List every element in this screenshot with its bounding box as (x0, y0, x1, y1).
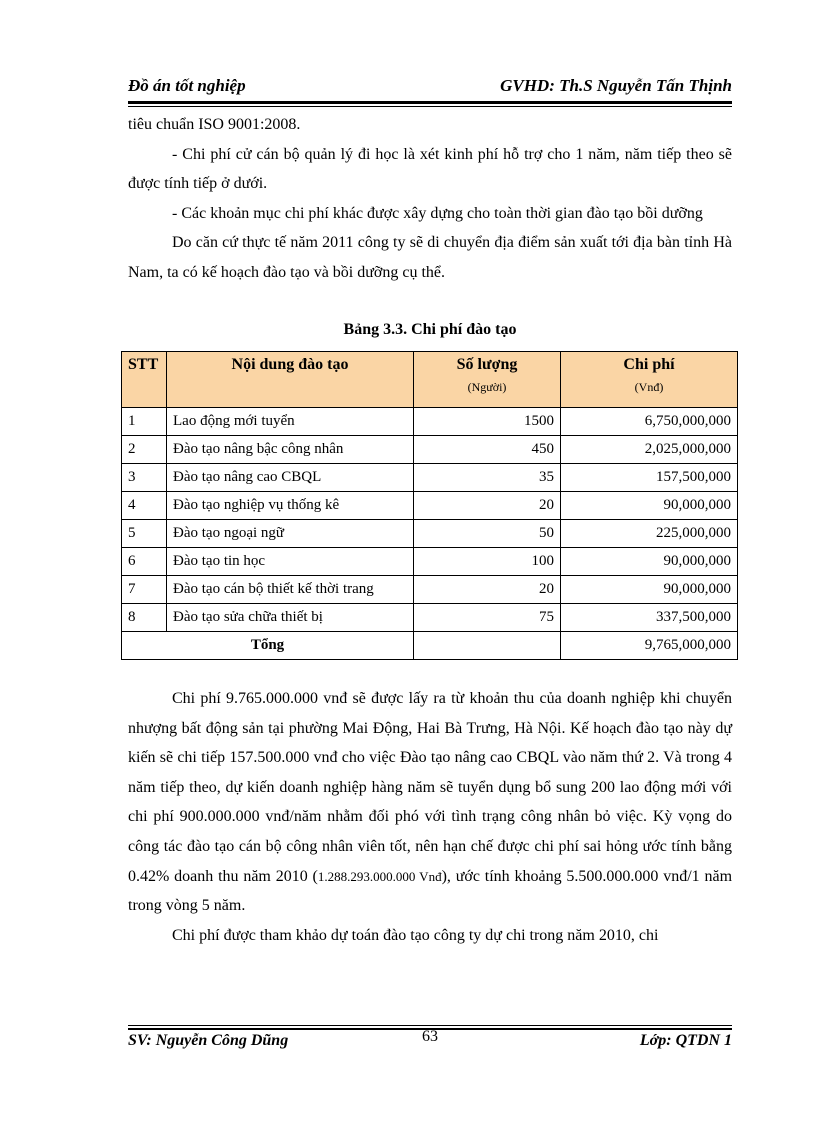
footer-rule-thin (128, 1025, 732, 1026)
page-footer (128, 1030, 732, 1056)
page-number: 63 (422, 1028, 438, 1045)
cell-cost: 90,000,000 (561, 576, 738, 604)
conclusion-text (128, 684, 732, 950)
table-row (122, 604, 738, 632)
training-cost-table (121, 351, 738, 660)
cell-content: Đào tạo nâng bậc công nhân (167, 436, 414, 464)
total-label: Tổng (122, 632, 414, 660)
cell-stt: 1 (122, 408, 167, 436)
cell-content: Đào tạo ngoại ngữ (167, 520, 414, 548)
table-row (122, 464, 738, 492)
cell-stt: 6 (122, 548, 167, 576)
cell-stt: 7 (122, 576, 167, 604)
header-title: Đồ án tốt nghiệp (128, 76, 246, 95)
conclusion-p1-main: Chi phí 9.765.000.000 vnđ sẽ được lấy ra từ khoản thu của doanh nghiệp khi chuyển nhượng bất động sản tại phường Mai Động, Hai Bà Trưng, Hà Nội. Kế hoạch đào tạo này dự kiến sẽ chi tiếp 157.500.000 vnđ cho việc Đào tạo nâng cao CBQL vào năm thứ 2. Và trong 4 năm tiếp theo, dự kiến doanh nghiệp hàng năm sẽ tuyển dụng bổ sung 200 lao động mới với chi phí 900.000.000 vnđ/năm nhằm đối phó với tình trạng công nhân bỏ việc. Kỳ vọng do công tác đào tạo cán bộ công nhân viên tốt, nên hạn chế được chi phí sai hỏng ước tính bằng 0.42% doanh thu năm 2010 ( (128, 690, 732, 885)
cell-content: Đào tạo cán bộ thiết kế thời trang (167, 576, 414, 604)
conclusion-paragraph-2: Chi phí được tham khảo dự toán đào tạo công ty dự chi trong năm 2010, chi (172, 926, 659, 944)
conclusion-p1-small: 1.288.293.000.000 Vnđ (317, 868, 442, 884)
total-quantity-empty (414, 632, 561, 660)
conclusion-paragraph-1 (128, 684, 732, 921)
header-advisor: GVHD: Th.S Nguyễn Tấn Thịnh (500, 76, 732, 95)
cell-stt: 4 (122, 492, 167, 520)
header-quantity-unit: (Người) (467, 380, 507, 394)
header-stt: STT (122, 352, 167, 408)
cell-cost: 337,500,000 (561, 604, 738, 632)
cell-stt: 3 (122, 464, 167, 492)
cell-content: Đào tạo sửa chữa thiết bị (167, 604, 414, 632)
total-value: 9,765,000,000 (561, 632, 738, 660)
cell-quantity: 75 (414, 604, 561, 632)
table-row (122, 408, 738, 436)
cell-cost: 90,000,000 (561, 492, 738, 520)
cell-quantity: 450 (414, 436, 561, 464)
cell-stt: 5 (122, 520, 167, 548)
conclusion-p1-end: ), ước tính khoảng 5.500.000.000 vnđ/1 năm trong vòng 5 năm. (128, 867, 733, 915)
header-content: Nội dung đào tạo (167, 352, 414, 408)
cell-quantity: 35 (414, 464, 561, 492)
footer-class: Lớp: QTDN 1 (639, 1032, 732, 1049)
cell-quantity: 100 (414, 548, 561, 576)
header-quantity (414, 352, 561, 408)
cell-cost: 225,000,000 (561, 520, 738, 548)
cell-stt: 2 (122, 436, 167, 464)
cell-content: Đào tạo nâng cao CBQL (167, 464, 414, 492)
header-cost-unit: (Vnđ) (634, 380, 664, 394)
intro-paragraph-3: - Các khoản mục chi phí khác được xây dựng cho toàn thời gian đào tạo bồi dưỡng (172, 204, 703, 222)
cell-quantity: 20 (414, 492, 561, 520)
table-row (122, 548, 738, 576)
header-rule-thin (128, 106, 732, 107)
intro-paragraph-2: - Chi phí cử cán bộ quản lý đi học là xét kinh phí hỗ trợ cho 1 năm, năm tiếp theo sẽ được tính tiếp ở dưới. (128, 145, 732, 193)
cell-stt: 8 (122, 604, 167, 632)
cell-content: Đào tạo tin học (167, 548, 414, 576)
page-header (128, 72, 732, 100)
cell-cost: 90,000,000 (561, 548, 738, 576)
cell-quantity: 50 (414, 520, 561, 548)
header-cost (561, 352, 738, 408)
cell-content: Lao động mới tuyển (167, 408, 414, 436)
table-row (122, 492, 738, 520)
header-quantity-label: Số lượng (456, 356, 518, 373)
table-row (122, 520, 738, 548)
header-rule (128, 101, 732, 104)
cell-cost: 157,500,000 (561, 464, 738, 492)
cell-content: Đào tạo nghiệp vụ thống kê (167, 492, 414, 520)
table-header-row (122, 352, 738, 408)
intro-paragraph-4: Do căn cứ thực tế năm 2011 công ty sẽ di chuyển địa điểm sản xuất tới địa bàn tỉnh Hà Nam, ta có kế hoạch đào tạo và bồi dưỡng cụ thể. (128, 234, 732, 281)
table-row (122, 576, 738, 604)
footer-student: SV: Nguyễn Công Dũng (128, 1032, 289, 1049)
cell-quantity: 1500 (414, 408, 561, 436)
table-total-row (122, 632, 738, 660)
cell-quantity: 20 (414, 576, 561, 604)
cell-cost: 2,025,000,000 (561, 436, 738, 464)
cell-cost: 6,750,000,000 (561, 408, 738, 436)
header-cost-label: Chi phí (623, 356, 675, 373)
table-caption: Bảng 3.3. Chi phí đào tạo (343, 321, 517, 338)
intro-paragraph-1: tiêu chuẩn ISO 9001:2008. (128, 116, 301, 133)
table-row (122, 436, 738, 464)
intro-text (128, 110, 732, 288)
